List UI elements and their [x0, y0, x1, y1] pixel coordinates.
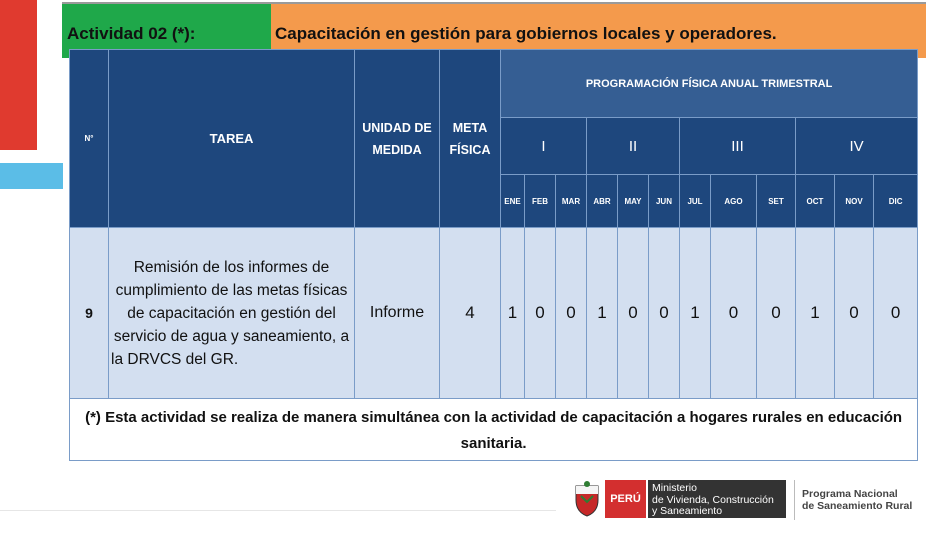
header-month: DIC	[874, 175, 918, 228]
row-month-value: 1	[501, 228, 525, 399]
row-month-value: 1	[680, 228, 711, 399]
activity-title: Capacitación en gestión para gobiernos locales y operadores.	[275, 24, 777, 43]
row-month-value: 0	[556, 228, 587, 399]
coat-of-arms-icon	[572, 480, 602, 518]
row-goal: 4	[440, 228, 501, 399]
header-program: PROGRAMACIÓN FÍSICA ANUAL TRIMESTRAL	[501, 50, 918, 118]
row-month-value: 0	[874, 228, 918, 399]
schedule-table	[69, 49, 918, 461]
row-month-value: 0	[757, 228, 796, 399]
program-line: Programa Nacional	[802, 488, 898, 500]
decorative-blue-bar	[0, 163, 63, 189]
peru-logo-box	[605, 480, 646, 518]
ministry-logo-box	[648, 480, 786, 518]
row-month-value: 0	[649, 228, 680, 399]
table-row	[70, 228, 918, 399]
header-month: JUN	[649, 175, 680, 228]
header-month: NOV	[835, 175, 874, 228]
row-month-value: 0	[525, 228, 556, 399]
activity-label: Actividad 02 (*):	[67, 24, 196, 43]
header-number: N°	[70, 50, 109, 228]
activity-note: (*) Esta actividad se realiza de manera simultánea con la actividad de capacitación a hogares rurales en educación sanitaria.	[70, 399, 918, 461]
row-month-value: 0	[618, 228, 649, 399]
header-month: MAR	[556, 175, 587, 228]
row-task: Remisión de los informes de cumplimiento de las metas físicas de capacitación en gestión del servicio de agua y saneamiento, a la DRVCS del GR.	[109, 228, 355, 399]
header-month: SET	[757, 175, 796, 228]
header-unit: UNIDAD DE MEDIDA	[355, 50, 440, 228]
program-name	[802, 488, 912, 512]
row-unit: Informe	[355, 228, 440, 399]
ministry-line: y Saneamiento	[652, 505, 723, 517]
program-line: de Saneamiento Rural	[802, 500, 913, 512]
header-quarter-2: II	[587, 118, 680, 175]
header-month: JUL	[680, 175, 711, 228]
row-month-value: 1	[796, 228, 835, 399]
ministry-line: de Vivienda, Construcción	[652, 493, 774, 506]
header-quarter-3: III	[680, 118, 796, 175]
footer-separator	[794, 480, 795, 520]
country-label: PERÚ	[610, 493, 641, 505]
header-month: ENE	[501, 175, 525, 228]
header-month: FEB	[525, 175, 556, 228]
row-month-value: 0	[711, 228, 757, 399]
header-month: ABR	[587, 175, 618, 228]
row-number: 9	[70, 228, 109, 399]
ministry-line: Ministerio	[652, 482, 697, 494]
footer-logos	[558, 478, 926, 526]
header-month: OCT	[796, 175, 835, 228]
row-month-value: 1	[587, 228, 618, 399]
header-quarter-4: IV	[796, 118, 918, 175]
header-month: AGO	[711, 175, 757, 228]
header-task: TAREA	[109, 50, 355, 228]
header-quarter-1: I	[501, 118, 587, 175]
header-month: MAY	[618, 175, 649, 228]
row-month-value: 0	[835, 228, 874, 399]
header-goal: META FÍSICA	[440, 50, 501, 228]
decorative-red-bar	[0, 0, 37, 150]
divider-line	[0, 510, 556, 511]
